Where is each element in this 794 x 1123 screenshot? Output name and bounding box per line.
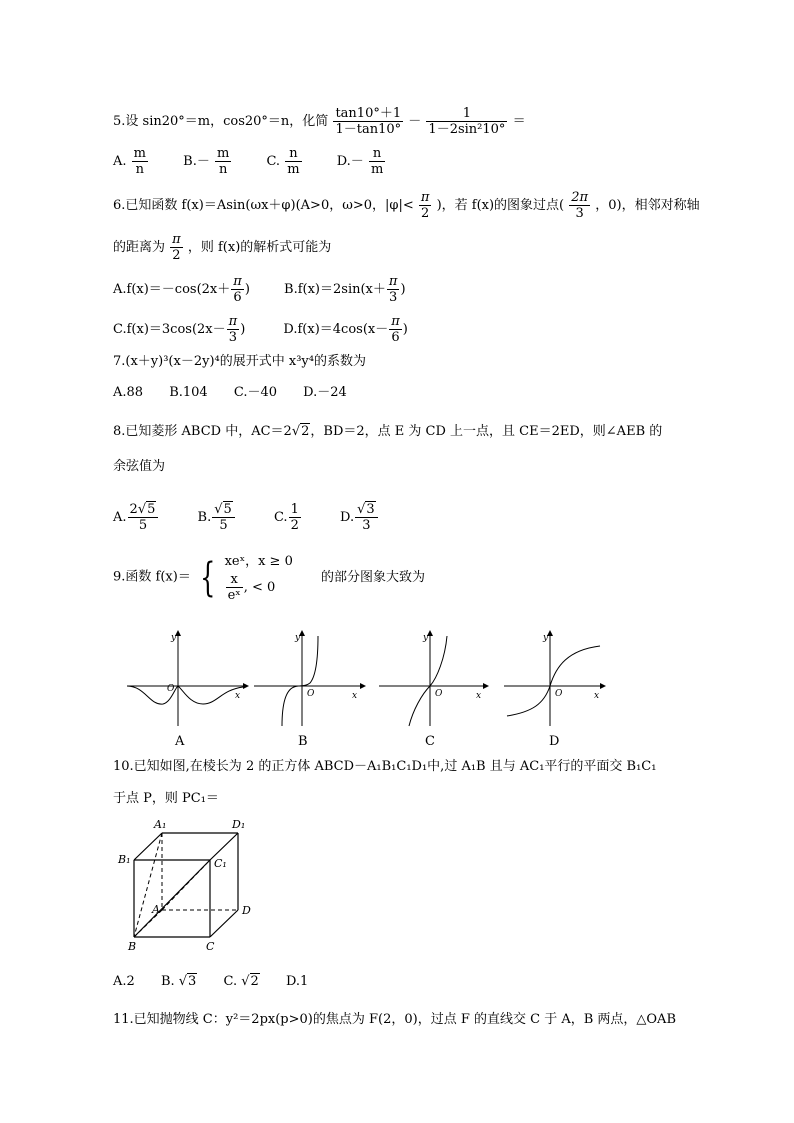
q8-option-d: D. $\frac{√3}{3}$ <box>340 502 379 533</box>
q10-option-d: D.1 <box>285 974 309 989</box>
q5-options <box>113 146 408 177</box>
svg-text:y: y <box>295 633 301 643</box>
q7-stem: 7.(x＋y)³(x－2y)⁴的展开式中 x³y⁴的系数为 <box>113 354 366 369</box>
svg-text:A₁: A₁ <box>154 818 167 831</box>
q5-option-b: B.－ $\frac{m}{n}$ <box>183 146 230 177</box>
q5-stem-line: 5.设 sin20°＝m，cos20°＝n，化简 $\frac{\tan 10^\circ+1}{1-\tan 10^\circ}$ － $\frac{1}{\text{1－2sin²10°}}$ ＝ <box>113 106 526 137</box>
q10-options <box>113 973 330 991</box>
q6-stem-line: 6.已知函数 f(x)＝Asin(ωx＋φ)(A>0，ω>0，|φ|< $\frac{\pi}{2}$ )，若 f(x)的图象过点( $\frac{2\pi}{3}$ ，0)，相邻对称轴 <box>113 190 700 221</box>
q6-option-d: D.f(x)＝4cos(x－ $\frac{\pi}{6}$ ) <box>283 314 408 345</box>
q5-fraction-2: $\frac{1}{\text{1－2sin²10°}}$ <box>428 106 506 137</box>
svg-text:x: x <box>352 691 358 701</box>
svg-text:O: O <box>307 689 315 699</box>
q8-option-b: B. $\frac{√5}{5}$ <box>198 502 236 533</box>
q10-option-a: A.2 <box>113 974 135 989</box>
q8-line2: 余弦值为 <box>113 459 166 474</box>
svg-text:x: x <box>476 691 482 701</box>
q5-fraction-1: $\frac{\tan 10^\circ+1}{1-\tan 10^\circ}$ <box>335 106 402 137</box>
q10-option-b: B. √3 <box>160 974 197 989</box>
q9-graph-a <box>125 628 250 728</box>
q6-line2: 的距离为 $\frac{\pi}{2}$ ，则 f(x)的解析式可能为 <box>113 232 332 263</box>
svg-text:D: D <box>242 904 251 917</box>
svg-text:y: y <box>543 633 549 643</box>
q8-stem-line: 8.已知菱形 ABCD 中，AC＝2√2，BD＝2，点 E 为 CD 上一点，且 CE＝2ED，则∠AEB 的 <box>113 424 663 439</box>
q10-cube-diagram <box>112 815 262 955</box>
q9-graph-c <box>377 628 502 728</box>
q6-option-a: A.f(x)＝－cos(2x＋ $\frac{\pi}{6}$ ) <box>113 274 250 305</box>
svg-text:O: O <box>555 689 563 699</box>
q6-options-row1 <box>113 274 428 305</box>
svg-text:O: O <box>435 689 443 699</box>
svg-text:x: x <box>594 691 600 701</box>
svg-text:C: C <box>206 940 215 953</box>
svg-text:B: B <box>128 940 137 953</box>
q6-options-row2 <box>113 314 430 345</box>
svg-text:x: x <box>235 691 241 701</box>
q10-option-c: C. √2 <box>223 974 259 989</box>
svg-text:C₁: C₁ <box>214 857 227 870</box>
svg-text:B₁: B₁ <box>118 853 131 866</box>
q9-graph-a-y: y <box>171 633 177 643</box>
q9-graph-d <box>502 628 627 728</box>
q8-option-a: A. $\frac{2√5}{5}$ <box>113 502 159 533</box>
q9-label-b: B <box>298 734 308 749</box>
svg-text:y: y <box>423 633 429 643</box>
q8-options <box>113 502 401 533</box>
q7-options <box>113 384 369 402</box>
q7-option-a: A.88 <box>113 385 144 400</box>
q8-option-c: C. $\frac{1}{2}$ <box>273 502 299 533</box>
q5-option-c: C. $\frac{n}{m}$ <box>266 146 300 177</box>
q6-option-b: B.f(x)＝2sin(x＋ $\frac{\pi}{3}$ ) <box>284 274 406 305</box>
svg-text:A: A <box>152 903 160 916</box>
q5-option-d: D.－ $\frac{n}{m}$ <box>336 146 384 177</box>
q7-option-c: C.－40 <box>233 385 278 400</box>
q9-piecewise: xeˣ，x ≥ 0 $\frac{x}{\text{eˣ}}$ , < 0 <box>224 554 293 603</box>
q10-line1: 10.已知如图,在棱长为 2 的正方体 ABCD－A₁B₁C₁D₁中,过 A₁B 且与 AC₁平行的平面交 B₁C₁ <box>113 759 657 774</box>
q9-label-a: A <box>175 734 185 749</box>
q6-option-c: C.f(x)＝3cos(2x－ $\frac{\pi}{3}$ ) <box>113 314 246 345</box>
q9-graph-b <box>252 628 377 728</box>
svg-text:O: O <box>167 684 175 694</box>
q9-label-c: C <box>425 734 435 749</box>
q10-line2: 于点 P，则 PC₁＝ <box>113 791 219 806</box>
q7-option-b: B.104 <box>169 385 208 400</box>
svg-text:D₁: D₁ <box>232 818 246 831</box>
q11-line1: 11.已知抛物线 C：y²＝2px(p>0)的焦点为 F(2，0)，过点 F 的直线交 C 于 A，B 两点，△OAB <box>113 1012 676 1027</box>
q9-stem-line: 9.函数 f(x)＝ { xeˣ，x ≥ 0 $\frac{x}{\text{eˣ}}$ , < 0 的部分图象大致为 <box>113 554 426 603</box>
q7-option-d: D.－24 <box>303 385 347 400</box>
q5-stem: 5.设 sin20°＝m，cos20°＝n，化简 <box>113 114 329 129</box>
q9-label-d: D <box>549 734 560 749</box>
q5-option-a: A. $\frac{m}{n}$ <box>113 146 146 177</box>
q9-brace: { <box>200 554 216 601</box>
